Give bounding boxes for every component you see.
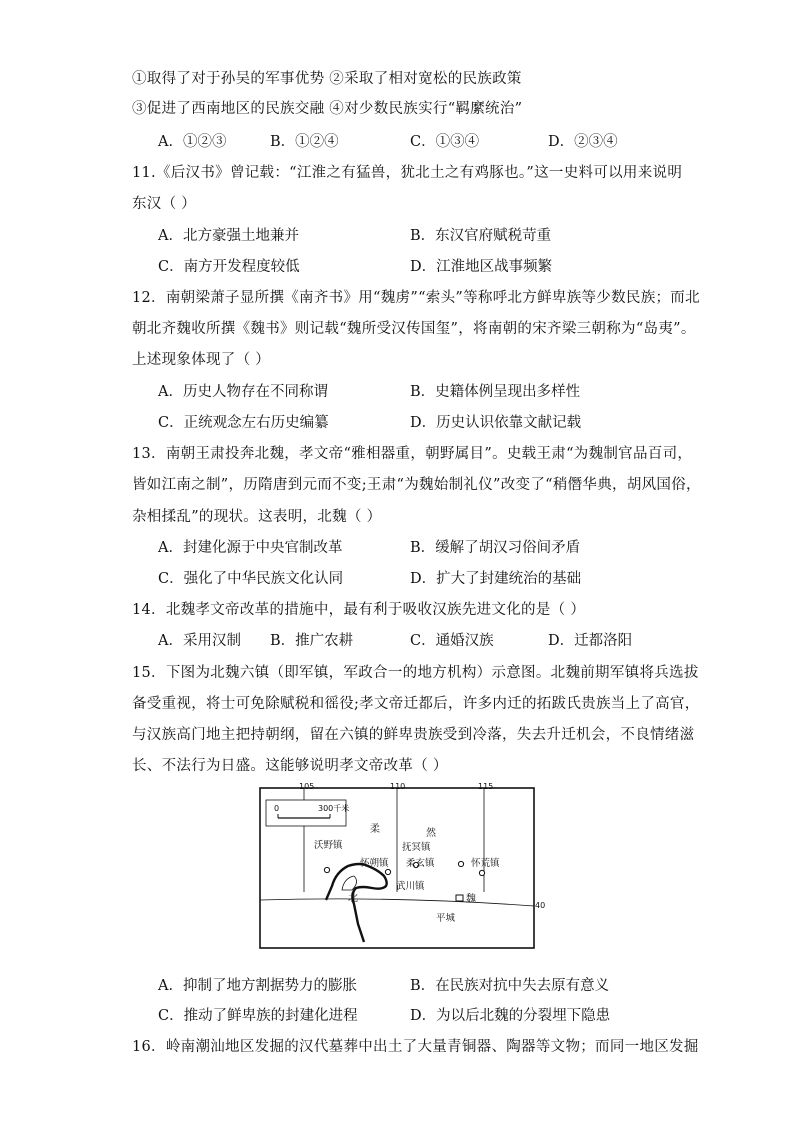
q10-option-a[interactable]: A．①②③ [158,134,227,150]
q12-stem-line1: 12．南朝梁萧子显所撰《南齐书》用“魏虏”“索头”等称呼北方鲜卑族等少数民族；而北 [132,290,700,306]
region-label-bei: 北 [348,893,358,904]
region-label-rou: 柔 [370,824,380,835]
town-label-huaishuo: 怀朔镇 [360,858,389,869]
q15-stem-line2: 备受重视，将士可免除赋税和徭役;孝文帝迁都后，许多内迁的拓跋氏贵族当上了高官， [132,696,700,712]
q13-stem-line2: 皆如江南之制”，历隋唐到元而不变;王肃“为魏始制礼仪”改变了“稍僭华典，胡风国俗， [132,477,701,493]
town-marker-fuming [479,870,484,875]
q14-option-a[interactable]: A．采用汉制 [158,633,241,649]
region-label-wei: 魏 [466,894,476,905]
q11-stem-line1: 11.《后汉书》曾记载：“江淮之有猛兽，犹北土之有鸡豚也。”这一史料可以用来说明 [132,165,683,181]
q12-stem-line3: 上述现象体现了（ ） [132,352,271,368]
town-label-fuming: 抚冥镇 [402,842,431,853]
six-garrisons-map [256,782,546,954]
capital-marker-pingcheng [456,895,463,901]
scale-zero: 0 [274,804,280,813]
q14-option-c[interactable]: C．通婚汉族 [410,633,494,649]
q13-option-c[interactable]: C．强化了中华民族文化认同 [158,571,344,587]
town-label-wuchuan: 武川镇 [396,881,425,892]
q10-option-b[interactable]: B．①②④ [270,134,339,150]
q15-stem-line4: 长、不法行为日盛。这能够说明孝文帝改革（ ） [132,758,448,774]
scale-label: 300千米 [318,804,350,813]
q13-option-a[interactable]: A．封建化源于中央官制改革 [158,540,343,556]
town-label-huaihuang: 怀荒镇 [471,858,500,869]
town-marker-huaishuo [385,869,390,874]
q12-option-b[interactable]: B．史籍体例呈现出多样性 [410,384,581,400]
q15-option-a[interactable]: A．抑制了地方割据势力的膨胀 [158,978,357,994]
town-marker-woye [324,867,329,872]
town-label-rouxuan: 柔玄镇 [406,858,435,869]
q13-option-d[interactable]: D．扩大了封建统治的基础 [410,571,582,587]
q14-option-d[interactable]: D．迁都洛阳 [548,633,633,649]
lon-label-110: 110 [390,782,406,791]
q13-stem-line1: 13．南朝王肃投奔北魏，孝文帝“雅相器重，朝野属目”。史载王肃“为魏制官品百司， [132,446,693,462]
q15-option-c[interactable]: C．推动了鲜卑族的封建化进程 [158,1008,358,1024]
lat-label-40: 40 [535,901,546,910]
q11-option-c[interactable]: C．南方开发程度较低 [158,259,300,275]
parallel-40 [260,899,534,906]
q11-option-b[interactable]: B．东汉官府赋税苛重 [410,228,552,244]
q15-stem-line1: 15．下图为北魏六镇（即军镇，军政合一的地方机构）示意图。北魏前期军镇将兵选拔 [132,665,699,681]
q14-stem-line1: 14．北魏孝文帝改革的措施中，最有利于吸收汉族先进文化的是（ ） [132,602,586,618]
q12-option-d[interactable]: D．历史认识依靠文献记载 [410,415,582,431]
lon-label-105: 105 [299,782,315,791]
q15-option-b[interactable]: B．在民族对抗中失去原有意义 [410,978,610,994]
q13-option-b[interactable]: B．缓解了胡汉习俗间矛盾 [410,540,581,556]
q10-option-c[interactable]: C．①③④ [410,134,480,150]
q11-stem-line2: 东汉（ ） [132,196,197,212]
region-label-ran: 然 [426,828,436,839]
q10-option-d[interactable]: D．②③④ [548,134,618,150]
q12-stem-line2: 朝北齐魏收所撰《魏书》则记载“魏所受汉传国玺”，将南朝的宋齐梁三朝称为“岛夷”。 [132,321,696,337]
q11-option-d[interactable]: D．江淮地区战事频繁 [410,259,553,275]
q16-stem-line1: 16．岭南潮汕地区发掘的汉代墓葬中出土了大量青铜器、陶器等文物；而同一地区发掘 [132,1039,699,1055]
town-marker-huaihuang [458,861,463,866]
q12-option-a[interactable]: A．历史人物存在不同称谓 [158,384,328,400]
q12-option-c[interactable]: C．正统观念左右历史编纂 [158,415,329,431]
lon-label-115: 115 [478,782,494,791]
q15-option-d[interactable]: D．为以后北魏的分裂埋下隐患 [410,1008,611,1024]
city-label-pingcheng: 平城 [436,913,456,924]
q15-stem-line3: 与汉族高门地主把持朝纲，留在六镇的鲜卑贵族受到冷落，失去升迁机会，不良情绪滋 [132,727,695,743]
q14-option-b[interactable]: B．推广农耕 [270,633,354,649]
q10-statement-1: ①取得了对于孙吴的军事优势 ②采取了相对宽松的民族政策 [132,71,522,87]
q13-stem-line3: 杂相揉乱”的现状。这表明，北魏（ ） [132,509,382,525]
q11-option-a[interactable]: A．北方豪强土地兼并 [158,228,299,244]
town-label-woye: 沃野镇 [314,840,343,851]
q10-statement-2: ③促进了西南地区的民族交融 ④对少数民族实行“羁縻统治” [132,101,523,117]
